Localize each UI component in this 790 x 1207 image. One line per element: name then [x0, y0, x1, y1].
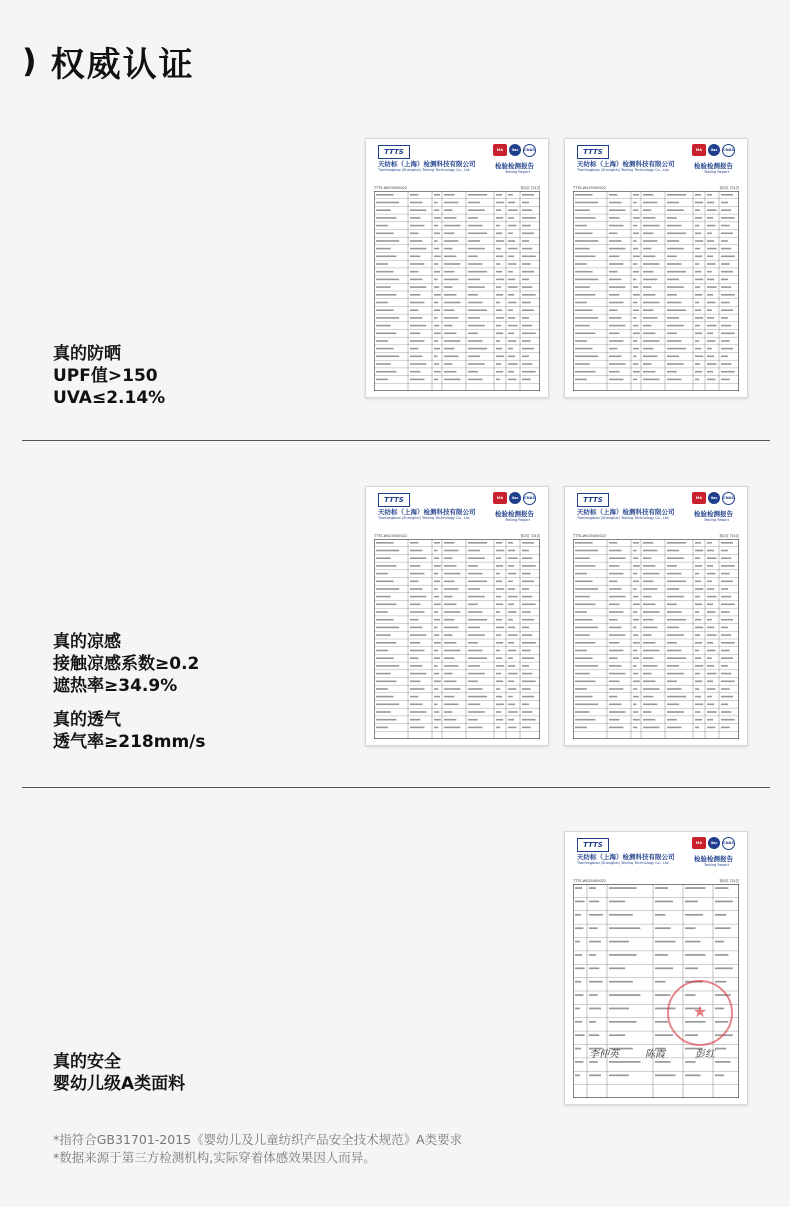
report-company-en: Tianfangbiao (Shanghai) Testing Technology Co., Ltd.: [577, 168, 670, 172]
report-company-en: Tianfangbiao (Shanghai) Testing Technology Co., Ltd.: [378, 516, 471, 520]
report-page: 第2页 共4页: [719, 186, 739, 190]
header-bracket-icon: ): [22, 42, 37, 80]
report-type: 检验检测报告: [495, 510, 534, 518]
report-type: 检验检测报告: [694, 855, 733, 863]
ma-badge-icon: MA: [692, 492, 706, 504]
test-report-image: [365, 138, 549, 398]
cnas-badge-icon: CNAS: [722, 144, 735, 157]
claim-heading: 真的防晒: [53, 344, 121, 364]
section-header: [22, 38, 195, 84]
claim-cooling: [53, 631, 199, 697]
report-table: [573, 539, 739, 739]
report-company-en: Tianfangbiao (Shanghai) Testing Technology Co., Ltd.: [378, 168, 471, 172]
ma-badge-icon: MA: [493, 492, 507, 504]
cert-badges: [493, 144, 536, 157]
report-number: TTTS-W025000022: [573, 186, 607, 190]
report-header: [366, 139, 548, 185]
report-type-en: Testing Report: [703, 170, 729, 174]
report-type-en: Testing Report: [504, 170, 530, 174]
test-report-image: [365, 486, 549, 746]
signature: 陈霞: [645, 1049, 665, 1060]
report-company: 天纺标（上海）检测科技有限公司: [378, 160, 476, 168]
cnas-badge-icon: CNAS: [523, 492, 536, 505]
ilac-badge-icon: ilac: [708, 837, 720, 849]
claim-safety: [53, 1051, 185, 1095]
ma-badge-icon: MA: [692, 144, 706, 156]
ttts-logo-icon: TTTS: [378, 145, 410, 159]
cnas-badge-icon: CNAS: [722, 492, 735, 505]
footnote-line: *数据来源于第三方检测机构,实际穿着体感效果因人而异。: [53, 1150, 376, 1165]
report-type: 检验检测报告: [694, 162, 733, 170]
test-report-image: [564, 486, 748, 746]
report-type: 检验检测报告: [495, 162, 534, 170]
report-type-en: Testing Report: [703, 863, 729, 867]
report-number: TTTS-W025000022: [573, 879, 607, 883]
report-type: 检验检测报告: [694, 510, 733, 518]
report-header: [565, 139, 747, 185]
page-title: 权威认证: [50, 44, 195, 85]
claim-line: 接触凉感系数≥0.2: [53, 654, 200, 674]
report-table: [374, 539, 540, 739]
report-header: [565, 832, 747, 878]
report-header: [565, 487, 747, 533]
ilac-badge-icon: ilac: [708, 144, 720, 156]
claim-heading: 真的凉感: [53, 632, 121, 652]
ma-badge-icon: MA: [692, 837, 706, 849]
test-report-image-safety: [564, 831, 748, 1105]
cnas-badge-icon: CNAS: [722, 837, 735, 850]
report-company: 天纺标（上海）检测科技有限公司: [577, 853, 675, 861]
test-report-image: [564, 138, 748, 398]
cert-badges: [692, 837, 735, 850]
report-type-en: Testing Report: [504, 518, 530, 522]
report-number: TTTS-W025000022: [374, 186, 408, 190]
claim-heading: 真的安全: [53, 1052, 121, 1072]
section-divider: [22, 787, 770, 788]
report-company-en: Tianfangbiao (Shanghai) Testing Technology Co., Ltd.: [577, 516, 670, 520]
signature: 李仲英: [589, 1049, 619, 1060]
report-number: TTTS-W025000022: [573, 534, 607, 538]
ttts-logo-icon: TTTS: [577, 838, 609, 852]
ilac-badge-icon: ilac: [509, 492, 521, 504]
cert-badges: [493, 492, 536, 505]
cert-badges: [692, 492, 735, 505]
report-number: TTTS-W025000022: [374, 534, 408, 538]
claim-breathable: [53, 709, 206, 753]
report-page: 第2页 共4页: [719, 879, 739, 883]
report-company-en: Tianfangbiao (Shanghai) Testing Technology Co., Ltd.: [577, 861, 670, 865]
claim-line: 透气率≥218mm/s: [53, 732, 206, 752]
footnotes: [53, 1131, 462, 1167]
signature: 彭红: [695, 1049, 715, 1060]
official-seal-icon: ★: [667, 980, 733, 1046]
cert-badges: [692, 144, 735, 157]
claim-line: UPF值>150: [53, 366, 158, 386]
ttts-logo-icon: TTTS: [577, 145, 609, 159]
ilac-badge-icon: ilac: [708, 492, 720, 504]
cnas-badge-icon: CNAS: [523, 144, 536, 157]
report-type-en: Testing Report: [703, 518, 729, 522]
report-company: 天纺标（上海）检测科技有限公司: [577, 508, 675, 516]
claim-heading: 真的透气: [53, 710, 121, 730]
report-header: [366, 487, 548, 533]
report-table: [374, 191, 540, 391]
ilac-badge-icon: ilac: [509, 144, 521, 156]
section-divider: [22, 440, 770, 441]
report-page: 第2页 共4页: [520, 186, 540, 190]
ttts-logo-icon: TTTS: [378, 493, 410, 507]
claim-line: 婴幼儿级A类面料: [53, 1074, 186, 1094]
report-page: 第2页 共4页: [719, 534, 739, 538]
ttts-logo-icon: TTTS: [577, 493, 609, 507]
footnote-line: *指符合GB31701-2015《婴幼儿及儿童纺织产品安全技术规范》A类要求: [53, 1132, 463, 1147]
report-table: [573, 191, 739, 391]
ma-badge-icon: MA: [493, 144, 507, 156]
claim-line: UVA≤2.14%: [53, 388, 166, 408]
claim-line: 遮热率≥34.9%: [53, 676, 178, 696]
claim-sun-protection: [53, 343, 165, 409]
report-company: 天纺标（上海）检测科技有限公司: [378, 508, 476, 516]
report-page: 第2页 共4页: [520, 534, 540, 538]
report-company: 天纺标（上海）检测科技有限公司: [577, 160, 675, 168]
